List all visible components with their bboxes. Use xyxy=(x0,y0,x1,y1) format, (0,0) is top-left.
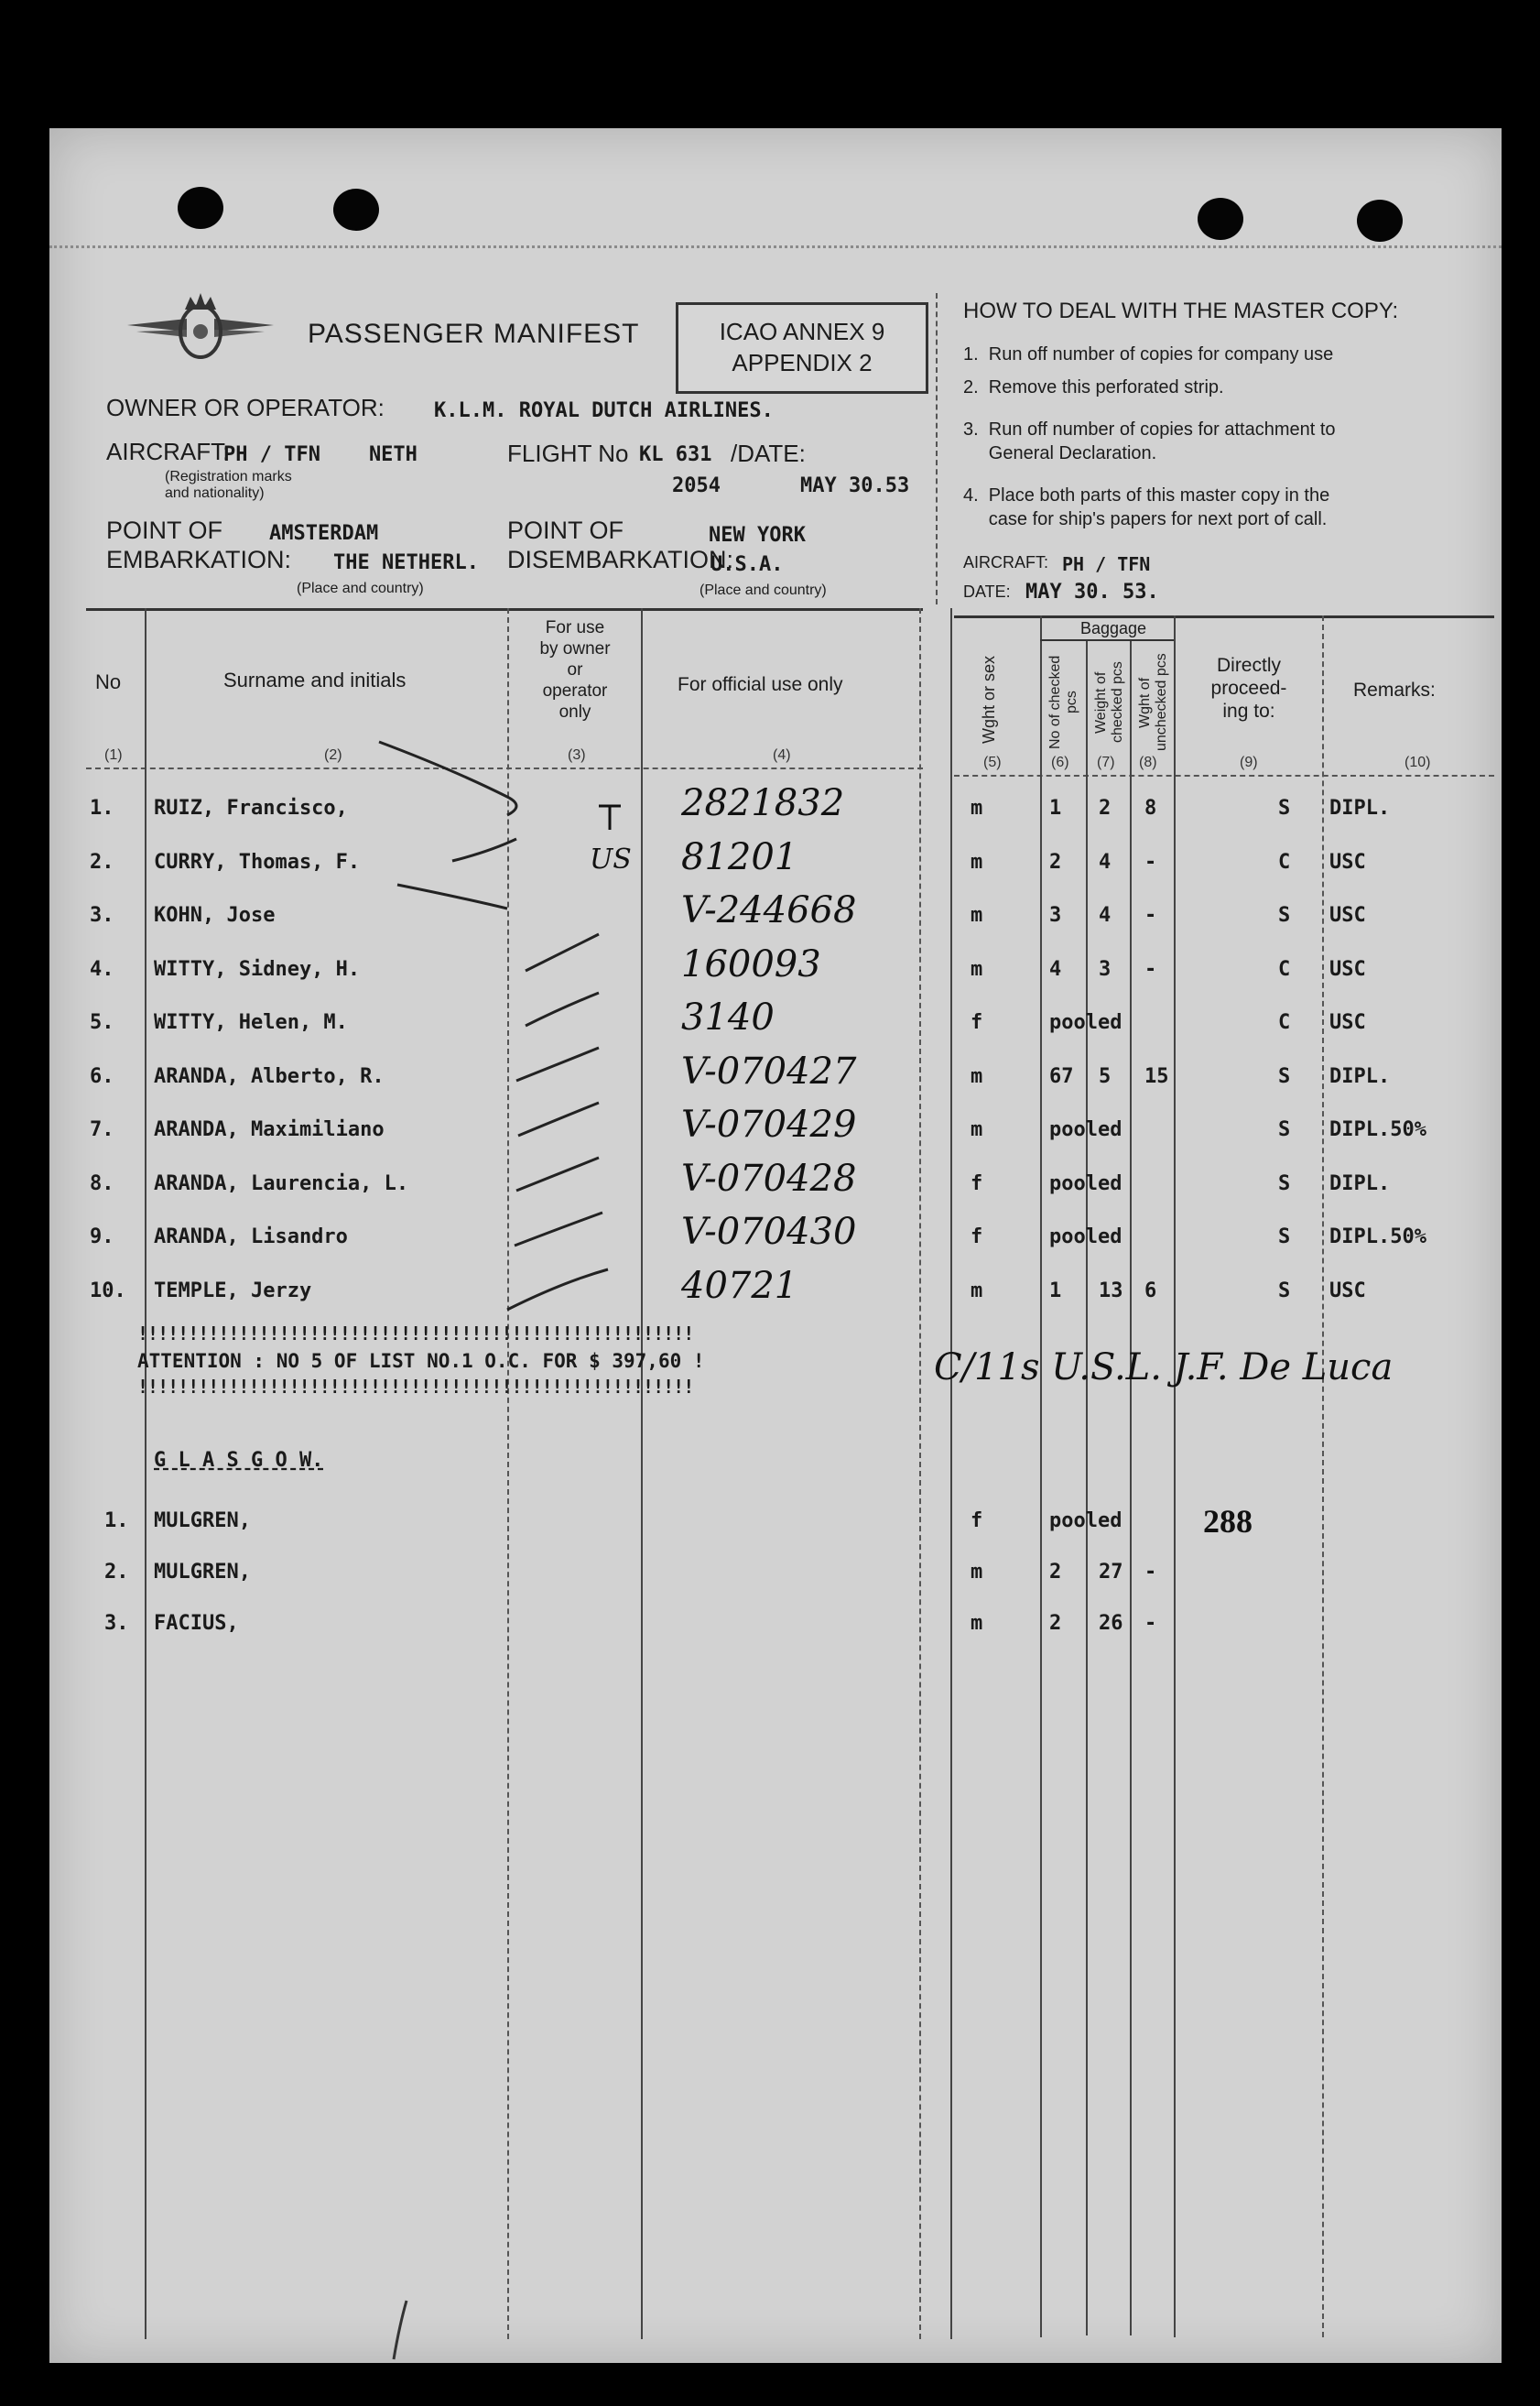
passenger-name: MULGREN, xyxy=(154,1509,251,1532)
row-number: 1. xyxy=(90,797,114,820)
passenger-name: ARANDA, Laurencia, L. xyxy=(154,1171,409,1195)
unchecked-weight: - xyxy=(1144,1612,1157,1635)
col-header-official: For official use only xyxy=(678,674,843,695)
embark-note: (Place and country) xyxy=(297,581,424,596)
column-number: (4) xyxy=(773,747,791,763)
sex-value: m xyxy=(971,957,983,981)
official-signature: C/11s U.S.L. J.F. De Luca xyxy=(934,1346,1394,1388)
col-header-owner-use-line: operator xyxy=(542,681,608,701)
col-header-checked-pcs: No of checked pcs xyxy=(1047,655,1079,750)
proceeding-to: S xyxy=(1278,1064,1291,1088)
remarks-value: DIPL. xyxy=(1329,797,1391,820)
attention-text: ATTENTION : NO 5 OF LIST NO.1 O.C. FOR $ 397,60 ! xyxy=(137,1350,705,1372)
instructions-title: HOW TO DEAL WITH THE MASTER COPY: xyxy=(963,299,1399,323)
remarks-value: USC xyxy=(1329,850,1366,874)
owner-value: K.L.M. ROYAL DUTCH AIRLINES. xyxy=(434,399,774,422)
unchecked-weight: 15 xyxy=(1144,1064,1169,1088)
flight-value: KL 631 xyxy=(639,443,712,466)
check-mark xyxy=(452,839,516,861)
passenger-name: TEMPLE, Jerzy xyxy=(154,1279,312,1302)
checked-weight: 3 xyxy=(1099,957,1112,981)
checked-pcs: 2 xyxy=(1049,1561,1062,1584)
sex-value: m xyxy=(971,1279,983,1302)
remarks-value: DIPL.50% xyxy=(1329,1225,1426,1248)
icao-appendix: APPENDIX 2 xyxy=(732,349,873,376)
sex-value: f xyxy=(971,1509,983,1532)
sex-value: m xyxy=(971,850,983,874)
checked-pcs: pooled xyxy=(1049,1118,1122,1141)
stamp-number: 288 xyxy=(1203,1503,1253,1540)
official-number: V-244668 xyxy=(681,889,857,931)
checked-pcs: pooled xyxy=(1049,1225,1122,1248)
instructions-aircraft-label: AIRCRAFT: xyxy=(963,553,1049,572)
sex-value: f xyxy=(971,1171,983,1195)
col-header-directly-line: ing to: xyxy=(1222,701,1275,722)
checked-pcs: pooled xyxy=(1049,1171,1122,1195)
check-mark xyxy=(599,806,621,830)
unchecked-weight: 6 xyxy=(1144,1279,1157,1302)
page-title: PASSENGER MANIFEST xyxy=(308,319,640,349)
checked-weight: 13 xyxy=(1099,1279,1123,1302)
date-value: MAY 30.53 xyxy=(800,474,910,497)
column-number: (5) xyxy=(983,755,1002,770)
row-number: 9. xyxy=(90,1225,114,1248)
table-row xyxy=(49,1605,1502,1641)
proceeding-to: S xyxy=(1278,1171,1291,1195)
glasgow-heading: G L A S G O W. xyxy=(154,1449,324,1472)
column-number: (3) xyxy=(568,747,586,763)
passenger-name: WITTY, Helen, M. xyxy=(154,1011,348,1034)
flight-number-extra: 2054 xyxy=(672,474,721,497)
row-number: 8. xyxy=(90,1171,114,1195)
row-number: 10. xyxy=(90,1279,126,1302)
passenger-name: KOHN, Jose xyxy=(154,904,276,927)
row-number: 5. xyxy=(90,1011,114,1034)
instructions-aircraft-value: PH / TFN xyxy=(1062,553,1151,575)
check-mark xyxy=(379,742,516,815)
passenger-name: MULGREN, xyxy=(154,1561,251,1584)
col-header-owner-use-line: by owner xyxy=(539,639,611,659)
checked-pcs: 1 xyxy=(1049,1279,1062,1302)
unchecked-weight: - xyxy=(1144,904,1157,927)
manifest-sheet xyxy=(49,128,1502,2363)
flight-label: FLIGHT No xyxy=(507,440,629,467)
sex-value: m xyxy=(971,1561,983,1584)
passenger-name: FACIUS, xyxy=(154,1612,239,1635)
instructions-date-label: DATE: xyxy=(963,582,1011,601)
passenger-name: ARANDA, Lisandro xyxy=(154,1225,348,1248)
row-number: 4. xyxy=(90,957,114,981)
check-mark xyxy=(526,934,599,971)
column-number: (8) xyxy=(1139,755,1157,770)
checked-pcs: 1 xyxy=(1049,797,1062,820)
remarks-value: USC xyxy=(1329,1279,1366,1302)
sex-value: m xyxy=(971,797,983,820)
aircraft-value: PH / TFN NETH xyxy=(223,443,418,466)
passenger-name: ARANDA, Maximiliano xyxy=(154,1118,385,1141)
proceeding-to: S xyxy=(1278,1225,1291,1248)
instruction-item: 4. Place both parts of this master copy in the xyxy=(963,485,1330,506)
instructions-date-value: MAY 30. 53. xyxy=(1025,581,1159,604)
disembark-note: (Place and country) xyxy=(700,582,827,598)
checked-weight: 5 xyxy=(1099,1064,1112,1088)
col-header-remarks: Remarks: xyxy=(1353,680,1436,701)
unchecked-weight: 8 xyxy=(1144,797,1157,820)
check-mark xyxy=(397,885,507,909)
disembark-label: DISEMBARKATION: xyxy=(507,546,734,573)
row-number: 6. xyxy=(90,1064,114,1088)
checked-weight: 2 xyxy=(1099,797,1112,820)
row-number: 3. xyxy=(104,1612,129,1635)
official-number: 40721 xyxy=(681,1264,798,1307)
embark-city: AMSTERDAM xyxy=(269,522,379,545)
checked-weight: 26 xyxy=(1099,1612,1123,1635)
official-number: V-070429 xyxy=(681,1104,857,1146)
icao-annex: ICAO ANNEX 9 xyxy=(719,318,885,345)
column-number: (6) xyxy=(1051,755,1069,770)
sex-value: m xyxy=(971,1118,983,1141)
sex-value: f xyxy=(971,1225,983,1248)
owner-label: OWNER OR OPERATOR: xyxy=(106,394,385,421)
proceeding-to: C xyxy=(1278,850,1291,874)
checked-pcs: 2 xyxy=(1049,1612,1062,1635)
row-number: 7. xyxy=(90,1118,114,1141)
official-number: 2821832 xyxy=(681,782,845,824)
checked-weight: 27 xyxy=(1099,1561,1123,1584)
passenger-name: CURRY, Thomas, F. xyxy=(154,850,361,874)
proceeding-to: S xyxy=(1278,904,1291,927)
official-number: 81201 xyxy=(681,835,798,878)
aircraft-label: AIRCRAFT: xyxy=(106,438,230,465)
proceeding-to: S xyxy=(1278,797,1291,820)
attention-exclaims-bottom: !!!!!!!!!!!!!!!!!!!!!!!!!!!!!!!!!!!!!!!!!!!!!!!!!!!!!!! xyxy=(137,1376,694,1398)
table-row xyxy=(49,1553,1502,1590)
official-number: 160093 xyxy=(681,942,821,985)
checked-weight: 4 xyxy=(1099,904,1112,927)
proceeding-to: C xyxy=(1278,1011,1291,1034)
col-header-no: No xyxy=(95,670,122,693)
check-mark xyxy=(526,993,599,1026)
sex-value: m xyxy=(971,1064,983,1088)
remarks-value: DIPL.50% xyxy=(1329,1118,1426,1141)
check-marks xyxy=(49,128,1502,2363)
col-header-surname: Surname and initials xyxy=(223,669,407,691)
sex-value: m xyxy=(971,904,983,927)
col-header-owner-use-line: or xyxy=(567,660,583,680)
row-number: 1. xyxy=(104,1509,129,1532)
row-number: 3. xyxy=(90,904,114,927)
table-row xyxy=(49,1502,1502,1539)
attention-exclaims-top: !!!!!!!!!!!!!!!!!!!!!!!!!!!!!!!!!!!!!!!!!!!!!!!!!!!!!!! xyxy=(137,1323,694,1345)
passenger-name: ARANDA, Alberto, R. xyxy=(154,1064,385,1088)
checked-pcs: 2 xyxy=(1049,850,1062,874)
check-mark xyxy=(516,1158,599,1191)
check-mark xyxy=(515,1213,602,1246)
instruction-item: 2. Remove this perforated strip. xyxy=(963,377,1224,397)
col-header-owner-use-line: For use xyxy=(545,618,605,637)
embark-country: THE NETHERL. xyxy=(333,551,479,574)
column-number: (2) xyxy=(324,747,342,763)
embark-label: POINT OF xyxy=(106,517,223,544)
col-header-checked-weight: Weight of checked pcs xyxy=(1093,661,1125,744)
unchecked-weight: - xyxy=(1144,1561,1157,1584)
remarks-value: USC xyxy=(1329,904,1366,927)
check-mark xyxy=(516,1048,599,1081)
ink-mark xyxy=(388,2299,416,2363)
instruction-item: General Declaration. xyxy=(963,443,1157,463)
col-header-owner-use-line: only xyxy=(559,702,591,722)
column-number: (9) xyxy=(1240,755,1258,770)
checked-pcs: 3 xyxy=(1049,904,1062,927)
remarks-value: USC xyxy=(1329,1011,1366,1034)
checked-weight: 4 xyxy=(1099,850,1112,874)
col-header-weight-sex: Wght or sex xyxy=(980,655,998,745)
date-label: /DATE: xyxy=(731,440,806,467)
row-number: 2. xyxy=(90,850,114,874)
official-number: 3140 xyxy=(681,996,775,1039)
registration-note: (Registration marks xyxy=(165,469,292,484)
column-number: (10) xyxy=(1404,755,1431,770)
row-number: 2. xyxy=(104,1561,129,1584)
column-number: (7) xyxy=(1097,755,1115,770)
proceeding-to: S xyxy=(1278,1118,1291,1141)
passenger-name: RUIZ, Francisco, xyxy=(154,797,348,820)
embark-label: EMBARKATION: xyxy=(106,546,292,573)
sex-value: m xyxy=(971,1612,983,1635)
checked-pcs: pooled xyxy=(1049,1011,1122,1034)
sex-value: f xyxy=(971,1011,983,1034)
official-number: V-070427 xyxy=(681,1050,857,1093)
col-header-directly-line: Directly xyxy=(1216,655,1281,676)
checked-pcs: pooled xyxy=(1049,1509,1122,1532)
proceeding-to: S xyxy=(1278,1279,1291,1302)
disembark-country: U.S.A. xyxy=(710,553,784,576)
col-header-unchecked-weight: Wght of unchecked pcs xyxy=(1137,653,1169,752)
passenger-name: WITTY, Sidney, H. xyxy=(154,957,361,981)
check-mark xyxy=(518,1103,599,1136)
instruction-item: case for ship's papers for next port of call. xyxy=(963,509,1328,529)
official-number: V-070428 xyxy=(681,1157,857,1200)
remarks-value: DIPL. xyxy=(1329,1171,1391,1195)
disembark-label: POINT OF xyxy=(507,517,624,544)
official-number: V-070430 xyxy=(681,1211,857,1253)
col-header-baggage: Baggage xyxy=(1080,619,1147,637)
instruction-item: 1. Run off number of copies for company use xyxy=(963,344,1334,365)
disembark-city: NEW YORK xyxy=(709,524,806,547)
proceeding-to: C xyxy=(1278,957,1291,981)
checked-pcs: 4 xyxy=(1049,957,1062,981)
column-number: (1) xyxy=(104,747,123,763)
checked-pcs: 67 xyxy=(1049,1064,1074,1088)
remarks-value: USC xyxy=(1329,957,1366,981)
unchecked-weight: - xyxy=(1144,957,1157,981)
unchecked-weight: - xyxy=(1144,850,1157,874)
remarks-value: DIPL. xyxy=(1329,1064,1391,1088)
check-mark xyxy=(507,1269,608,1310)
owner-note: US xyxy=(590,843,632,876)
instruction-item: 3. Run off number of copies for attachment to xyxy=(963,419,1336,440)
col-header-directly-line: proceed- xyxy=(1210,678,1287,699)
registration-note: and nationality) xyxy=(165,485,265,501)
